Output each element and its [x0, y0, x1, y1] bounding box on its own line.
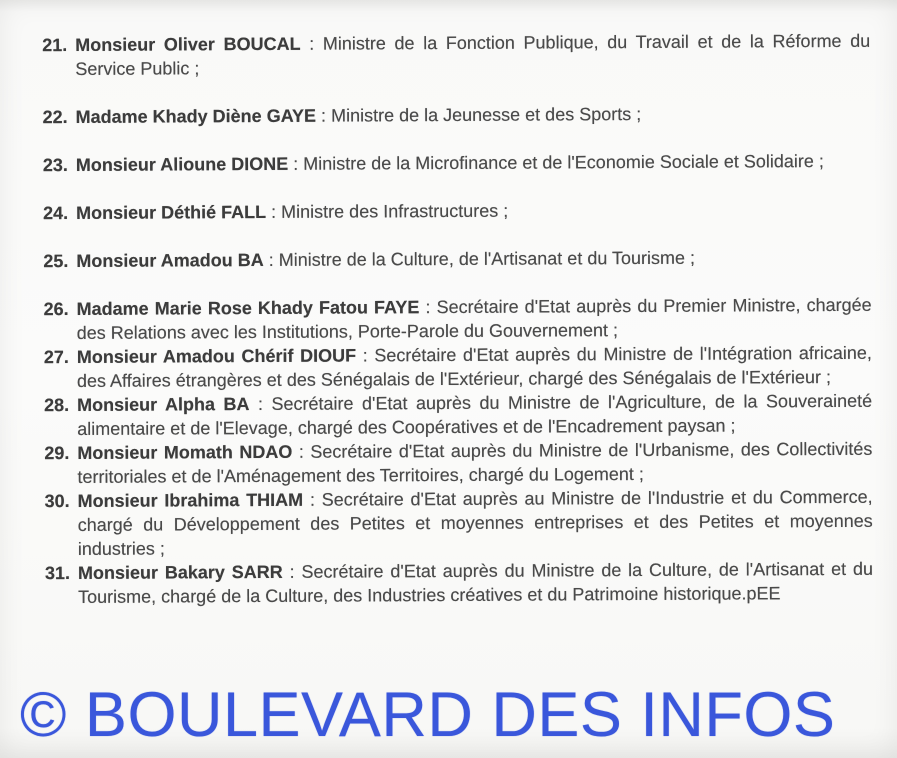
item-text: [77, 437, 872, 489]
item-text: [76, 149, 871, 177]
person-name: Monsieur Momath NDAO: [77, 441, 293, 463]
role-text: Secrétaire d'Etat auprès au Ministre de l'Industrie et du Commerce, chargé du Développement des Petites et moyennes entreprises et des Petites et moyennes industries ;: [77, 486, 873, 559]
role-text: Ministre de la Microfinance et de l'Economie Sociale et Solidaire ;: [303, 151, 824, 174]
name-role-separator: :: [288, 153, 304, 174]
list-item: [45, 485, 873, 561]
name-role-separator: :: [249, 393, 272, 415]
item-number: 27.: [43, 346, 69, 368]
name-role-separator: :: [300, 33, 323, 54]
item-number: 21.: [42, 34, 68, 56]
item-number: 22.: [42, 106, 68, 128]
name-role-separator: :: [303, 489, 322, 510]
person-name: Monsieur Ibrahima THIAM: [77, 489, 304, 511]
watermark: © BOULEVARD DES INFOS: [20, 680, 836, 750]
item-number: 24.: [43, 202, 69, 224]
person-name: Monsieur Bakary SARR: [77, 561, 283, 583]
item-text: [77, 341, 872, 393]
person-name: Madame Khady Diène GAYE: [75, 105, 317, 127]
item-text: [78, 557, 873, 609]
item-number: 29.: [44, 442, 70, 464]
item-number: 28.: [44, 394, 70, 416]
list-item: [44, 389, 872, 441]
name-role-separator: :: [292, 441, 311, 462]
role-text: Secrétaire d'Etat auprès du Ministre de l'Agriculture, de la Souveraineté alimentaire et de l'Elevage, chargé des Coopératives et de l'Encadrement paysan ;: [77, 390, 873, 439]
person-name: Madame Marie Rose Khady Fatou FAYE: [76, 297, 420, 319]
item-text: [75, 29, 870, 81]
list-item: [43, 101, 871, 129]
list-item: [45, 557, 873, 609]
list-item: [44, 341, 872, 393]
item-number: 23.: [42, 154, 68, 176]
person-name: Monsieur Amadou Chérif DIOUF: [76, 345, 357, 367]
name-role-separator: :: [419, 297, 437, 318]
role-text: Ministre de la Fonction Publique, du Travail et de la Réforme du Service Public ;: [75, 30, 871, 79]
list-item: [44, 437, 872, 489]
list-item: [43, 149, 871, 177]
item-text: [77, 389, 872, 441]
role-text: Secrétaire d'Etat auprès du Ministre de l'Urbanisme, des Collectivités territoriales et de l'Aménagement des Territoires, chargé du Logement ;: [77, 438, 873, 487]
item-text: [76, 245, 871, 273]
item-number: 30.: [44, 490, 70, 512]
role-text: Ministre des Infrastructures ;: [281, 200, 509, 222]
role-text: Secrétaire d'Etat auprès du Ministre de la Culture, de l'Artisanat et du Tourisme, chargé de la Culture, des Industries créatives et du Patrimoine historique.pEE: [78, 558, 874, 607]
person-name: Monsieur Alpha BA: [77, 394, 250, 415]
role-text: Ministre de la Jeunesse et des Sports ;: [330, 103, 642, 126]
person-name: Monsieur Amadou BA: [76, 249, 264, 271]
name-role-separator: :: [356, 345, 375, 366]
item-text: [76, 197, 871, 225]
role-text: Ministre de la Culture, de l'Artisanat et du Tourisme ;: [278, 247, 696, 270]
name-role-separator: :: [263, 249, 279, 270]
list-item: [43, 197, 871, 225]
role-text: Secrétaire d'Etat auprès du Ministre de l'Intégration africaine, des Affaires étrangères et des Sénégalais de l'Extérieur, chargé des Sénégalais de l'Extérieur ;: [76, 342, 872, 391]
item-text: [78, 485, 873, 561]
person-name: Monsieur Oliver BOUCAL: [75, 33, 301, 55]
item-text: [76, 101, 871, 129]
list-item: [43, 245, 871, 273]
item-number: 31.: [44, 562, 71, 584]
list-item: [44, 293, 872, 345]
name-role-separator: :: [282, 561, 302, 582]
person-name: Monsieur Alioune DIONE: [75, 153, 289, 175]
name-role-separator: :: [315, 105, 332, 126]
list-item: [42, 29, 870, 81]
role-text: Secrétaire d'Etat auprès du Premier Ministre, chargée des Relations avec les Institutions, Porte-Parole du Gouvernement ;: [76, 294, 872, 343]
item-text: [77, 293, 872, 345]
person-name: Monsieur Déthié FALL: [76, 201, 267, 223]
name-role-separator: :: [266, 201, 282, 222]
item-number: 25.: [43, 250, 69, 272]
item-number: 26.: [43, 298, 69, 320]
